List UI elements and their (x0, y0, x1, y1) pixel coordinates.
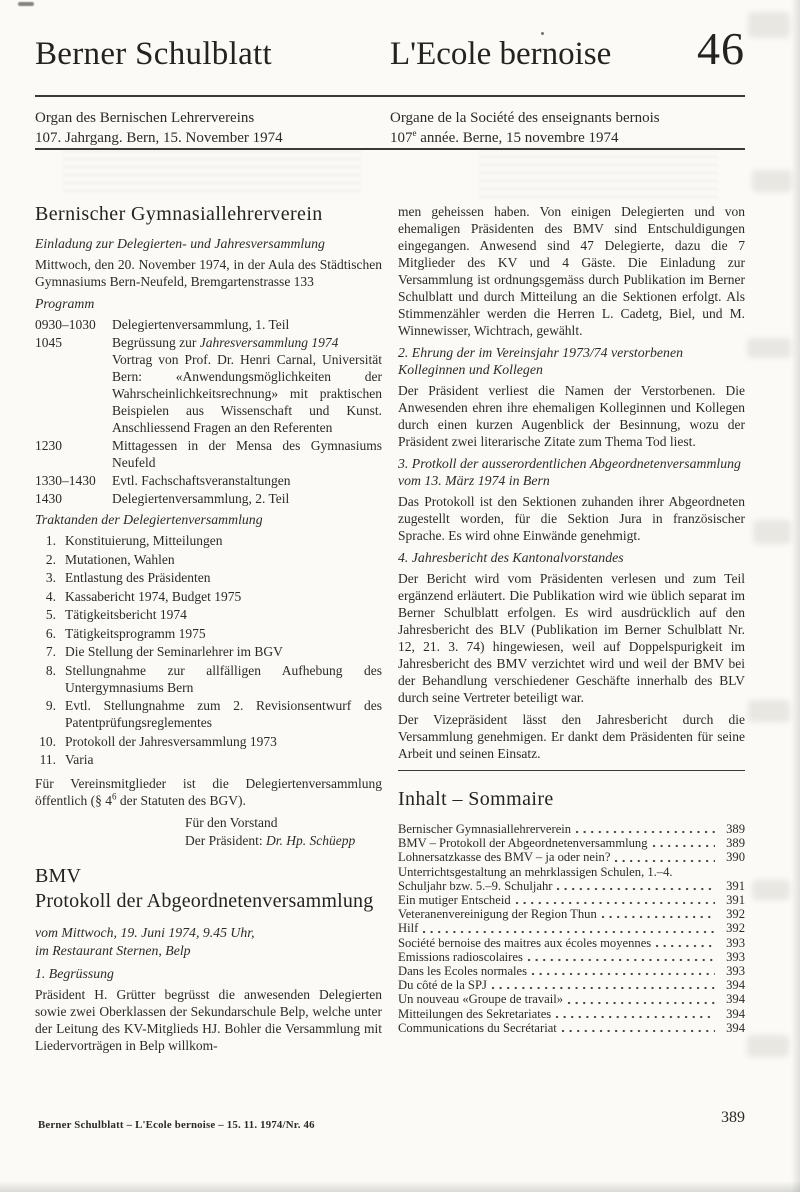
program-description: Evtl. Fachschaftsveranstaltungen (112, 473, 291, 488)
toc-entry (398, 836, 745, 850)
imprint-fr-line2 (390, 128, 745, 148)
signoff (185, 814, 382, 849)
agenda-item-text: Protokoll der Jahresversammlung 1973 (65, 733, 277, 749)
public-note (35, 775, 382, 809)
footer-imprint: Berner Schulblatt – L'Ecole bernoise – 15. 11. 1974/Nr. 46 (38, 1119, 315, 1131)
agenda-item-text: Entlastung des Präsidenten (65, 570, 211, 585)
journal-title-fr: L'Ecole bernoise (390, 36, 612, 72)
agenda-item-text: Stellungnahme zur allfälligen Aufhebung des Untergymnasiums Bern (65, 662, 382, 695)
agenda-item-text: Tätigkeitsbericht 1974 (65, 607, 187, 622)
toc-entry-title: Bernischer Gymnasiallehrerverein (398, 822, 572, 836)
scan-artifact (541, 32, 544, 35)
toc-entry-title: Lohnersatzkasse des BMV – ja oder nein? (398, 850, 611, 865)
agenda-item-number: 8. (45, 662, 56, 678)
toc-entry-page: 392 (726, 907, 745, 922)
toc-entry-title: Hilf (398, 921, 419, 936)
agenda-item-number: 9. (45, 698, 56, 713)
toc-entry (398, 907, 745, 921)
toc-entry-page: 394 (726, 1006, 745, 1021)
bmv-item1-label: 1. Begrüssung (35, 966, 114, 981)
program-description-line (112, 334, 382, 351)
agenda-item-text: Die Stellung der Seminarlehrer im BGV (65, 644, 283, 659)
program-time: 1430 (35, 491, 62, 506)
imprint-de (35, 108, 390, 148)
bmv-meeting-info-line2: im Restaurant Sternen, Belp (35, 942, 191, 958)
agenda-item-text: Konstituierung, Mitteilungen (65, 533, 223, 548)
toc-dot-leader (652, 836, 715, 850)
toc-entry-page: 391 (726, 878, 745, 893)
toc-entry (398, 964, 745, 978)
program-description: Delegiertenversammlung, 1. Teil (112, 317, 290, 332)
masthead-imprint (35, 108, 745, 148)
content-columns (35, 203, 745, 1059)
signoff-board: Für den Vorstand (185, 815, 278, 830)
agenda-item-number: 3. (45, 570, 56, 585)
journal-title-de: Berner Schulblatt (35, 36, 272, 72)
bmv-continuation-text: men geheissen haben. Von einigen Delegierten und von ehemaligen Präsidenten des BMV sind Entschuldigungen eingegangen. Anwesend sind 47 Delegierte, dazu die 7 Mitglieder des KV und 4 Gäste. Die Einladung zur Versammlung ist ordnungsgemäss durch Publikation im Berner Schulblatt und durch Mitteilung an die Sektionen erfolgt. Als Stimmenzähler werden die Herren L. Cadetg, Biel, und M. Winnewisser, Wichtrach, gewählt. (398, 204, 745, 338)
toc-entry (398, 1007, 745, 1021)
agenda-item (35, 733, 382, 750)
agenda-item (35, 697, 382, 731)
signoff-president-label: Der Präsident: (185, 832, 266, 848)
toc-dot-leader (527, 950, 715, 964)
toc-heading: Inhalt – Sommaire (398, 788, 554, 810)
toc-entry (398, 893, 745, 907)
signoff-president (185, 832, 382, 850)
scan-artifact (748, 700, 790, 722)
toc-entry-page: 391 (726, 893, 745, 908)
toc-dot-leader (491, 978, 715, 992)
agenda-item (35, 606, 382, 623)
agenda-item-number: 1. (45, 533, 56, 548)
program-description-rest: Vortrag von Prof. Dr. Henri Carnal, Universität Bern: «Anwendungsmöglichkeiten der Wahrscheinlichkeitsrechnung» mit praktischen Beispielen aus Wissenschaft und Kunst. Anschliessend Fragen an den Referenten (112, 352, 382, 435)
bmv-item2-text: Der Präsident verliest die Namen der Verstorbenen. Die Anwesenden ehren ihre ehemaligen Kolleginnen und Kollegen durch einen kurzen Augenblick der Besinnung, wozu der Präsident zwei literarische Zitate zum Thema Tod liest. (398, 383, 745, 449)
agenda-item-number: 4. (45, 588, 56, 604)
agenda-item-text: Evtl. Stellungnahme zum 2. Revisionsentwurf des Patentprüfungsreglementes (65, 698, 382, 730)
bmv-meeting-info-line1: vom Mittwoch, 19. Juni 1974, 9.45 Uhr, (35, 925, 255, 940)
toc-entry-page: 393 (726, 935, 745, 950)
toc-entry (398, 1021, 745, 1035)
toc-entry-page: 390 (726, 850, 745, 865)
toc-entry (398, 936, 745, 950)
agenda-item-number: 6. (45, 625, 56, 641)
program-description: Mittagessen in der Mensa des Gymnasiums Neufeld (112, 438, 382, 470)
scan-artifact (62, 150, 362, 196)
toc-dot-leader (422, 921, 715, 935)
agenda-item (35, 551, 382, 568)
agenda-list (35, 532, 382, 768)
invitation-text: Mittwoch, den 20. November 1974, in der Aula des Städtischen Gymnasiums Bern-Neufeld, Bremgartenstrasse 133 (35, 257, 382, 289)
scan-artifact (791, 0, 800, 1192)
toc-entry (398, 921, 745, 935)
toc-entry-page: 393 (726, 964, 745, 979)
agenda-item-text: Varia (65, 752, 94, 767)
toc-entry (398, 850, 745, 864)
imprint-fr-rest: année. Berne, 15 novembre 1974 (416, 130, 619, 146)
toc-list (398, 822, 745, 1035)
scan-artifact (748, 12, 790, 38)
scan-artifact (18, 2, 34, 6)
public-note-rest: der Statuten des BGV). (116, 793, 246, 808)
bmv-heading-line2: Protokoll der Abgeordnetenversammlung (35, 890, 374, 912)
toc-entry-title: Communications du Secrétariat (398, 1020, 557, 1035)
imprint-de-line2: 107. Jahrgang. Bern, 15. November 1974 (35, 130, 283, 146)
toc-entry (398, 822, 745, 836)
scan-artifact (752, 880, 790, 900)
footnote-sup: 6 (111, 791, 117, 802)
scan-artifact (0, 1181, 800, 1192)
agenda-item (35, 662, 382, 696)
toc-dot-leader (567, 992, 715, 1006)
agenda-item-text: Kassabericht 1974, Budget 1975 (65, 588, 242, 604)
program-description: Delegiertenversammlung, 2. Teil (112, 491, 290, 506)
toc-entry-page: 393 (726, 949, 745, 964)
program-text-italic: Jahresversammlung 1974 (199, 335, 339, 350)
public-note-prefix: Für Vereinsmitglieder ist die Delegiertenversammlung öffentlich (§ 4 (35, 776, 382, 808)
bmv-item3-text: Das Protokoll ist den Sektionen zuhanden ihrer Abgeordneten zugestellt worden, für die Sektion Jura in französischer Sprache. Es wird ohne Einwände genehmigt. (398, 494, 745, 543)
toc-entry (398, 865, 745, 879)
agenda-item (35, 569, 382, 586)
masthead-titles (35, 23, 745, 74)
program-row (35, 437, 382, 471)
agenda-item-number: 10. (39, 733, 56, 749)
imprint-de-line1: Organ des Bernischen Lehrervereins (35, 110, 255, 126)
masthead-rule-top (35, 95, 745, 97)
toc-dot-leader (555, 1007, 715, 1021)
toc-entry-title: Ein mutiger Entscheid (398, 893, 511, 908)
left-column (35, 203, 382, 1059)
issue-number: 46 (697, 23, 745, 74)
bmv-item3-label: 3. Protkoll der ausserordentlichen Abgeordnetenversammlung vom 13. März 1974 in Bern (398, 456, 741, 488)
program-text-prefix: Begrüssung zur (112, 335, 200, 350)
toc-entry-title: Schuljahr bzw. 5.–9. Schuljahr (398, 878, 553, 893)
toc-entry (398, 978, 745, 992)
program-time: 1330–1430 (35, 473, 96, 488)
toc-dot-leader (556, 879, 715, 893)
agenda-item (35, 532, 382, 549)
toc-dot-leader (575, 822, 715, 836)
agenda-item (35, 751, 382, 768)
program-row (35, 472, 382, 489)
toc-dot-leader (614, 850, 715, 864)
agenda-item (35, 643, 382, 660)
toc-dot-leader (531, 964, 715, 978)
agenda-item-text: Tätigkeitsprogramm 1975 (65, 625, 206, 641)
agenda-item-number: 7. (45, 644, 56, 659)
toc-entry-page: 394 (726, 978, 745, 993)
bmv-item4-text2: Der Vizepräsident lässt den Jahresbericht durch die Versammlung genehmigen. Er dankt dem Präsidenten für seine Arbeit und seinen Einsatz. (398, 712, 745, 761)
toc-dot-leader (655, 936, 715, 950)
program-row (35, 490, 382, 507)
agenda-item-number: 5. (45, 607, 56, 622)
bmv-item4-label: 4. Jahresbericht des Kantonalvorstandes (398, 550, 624, 565)
toc-entry-title: Société bernoise des maitres aux écoles moyennes (398, 935, 652, 950)
toc-entry (398, 950, 745, 964)
toc-entry (398, 879, 745, 893)
bmv-meeting-info (35, 924, 382, 959)
scan-artifact (478, 148, 718, 198)
toc-entry-page: 392 (726, 921, 745, 936)
toc-entry-page: 394 (726, 1020, 745, 1035)
agenda-item-number: 11. (39, 752, 56, 767)
program-schedule (35, 316, 382, 507)
toc-entry (398, 992, 745, 1006)
toc-entry-title-wrap: Unterrichtsgestaltung an mehrklassigen Schulen, 1.–4. (398, 864, 673, 879)
scan-artifact (747, 1035, 789, 1057)
toc-dot-leader (561, 1021, 715, 1035)
agenda-item (35, 588, 382, 605)
signoff-president-name: Dr. Hp. Schüepp (265, 832, 356, 848)
scan-artifact (752, 170, 792, 192)
traktanden-label: Traktanden der Delegiertenversammlung (35, 512, 263, 527)
program-label: Programm (35, 296, 95, 311)
right-column (398, 203, 745, 1059)
program-time: 1045 (35, 335, 62, 350)
program-description (112, 334, 382, 436)
toc-entry-page: 389 (726, 836, 745, 851)
imprint-fr-line1: Organe de la Société des enseignants bernois (390, 110, 660, 126)
agenda-item-text: Mutationen, Wahlen (65, 551, 175, 567)
agenda-item (35, 625, 382, 642)
toc-entry-title: Emissions radioscolaires (398, 949, 523, 964)
toc-entry-page: 394 (726, 992, 745, 1007)
program-time: 0930–1030 (35, 317, 96, 332)
toc-entry-title: Un nouveau «Groupe de travail» (398, 992, 564, 1007)
imprint-fr (390, 108, 745, 148)
toc-entry-page: 389 (726, 822, 745, 836)
toc-dot-leader (601, 907, 715, 921)
footer-page-number: 389 (721, 1109, 745, 1126)
bmv-item4-text1: Der Bericht wird vom Präsidenten verlesen und zum Teil ergänzend erläutert. Die Publikation wird wie üblich separat im Berner Schulblatt erfolgen. Es wird ausdrücklich auf den Jahresbericht des BLV (Publikation im Berner Schulblatt Nr. 12, 21. 3. 74) hingewiesen, weil auf Doppelspurigkeit im Jahresbericht des BMV verzichtet wird und weil der BMV bei der Behandlung verschiedener Geschäfte innerhalb des BLV durch seine Vertreter beteiligt war. (398, 571, 745, 705)
scan-artifact (747, 338, 791, 358)
toc-entry-title: Mitteilungen des Sekretariates (398, 1006, 552, 1021)
program-time: 1230 (35, 438, 62, 453)
ordinal-sup: e (412, 128, 417, 138)
toc-divider (398, 770, 745, 771)
section-heading-gymnasiallehrerverein: Bernischer Gymnasiallehrerverein (35, 203, 323, 225)
section-heading-bmv (35, 864, 382, 914)
toc-entry-title: Dans les Ecoles normales (398, 964, 528, 979)
toc-entry-title: Du côté de la SPJ (398, 978, 487, 993)
agenda-item-number: 2. (45, 551, 56, 567)
scan-artifact (753, 520, 791, 544)
imprint-fr-year: 107 (390, 130, 413, 146)
invitation-title: Einladung zur Delegierten- und Jahresversammlung (35, 236, 325, 251)
bmv-item1-text: Präsident H. Grütter begrüsst die anwesenden Delegierten sowie zwei Oberklassen der Sekundarschule Belp, welche unter der Leitung des KV-Mitglieds HJ. Bohler die Versammlung mit Liedervorträgen in Belp willkom- (35, 987, 382, 1053)
toc-entry-title: BMV – Protokoll der Abgeordnetenversammlung (398, 836, 648, 851)
program-row (35, 334, 382, 436)
bmv-item2-label: 2. Ehrung der im Vereinsjahr 1973/74 verstorbenen Kolleginnen und Kollegen (398, 345, 683, 377)
toc-entry-title: Veteranenvereinigung der Region Thun (398, 907, 597, 922)
bmv-heading-line1: BMV (35, 865, 82, 887)
program-row (35, 316, 382, 333)
masthead (35, 23, 745, 150)
toc-dot-leader (515, 893, 715, 907)
